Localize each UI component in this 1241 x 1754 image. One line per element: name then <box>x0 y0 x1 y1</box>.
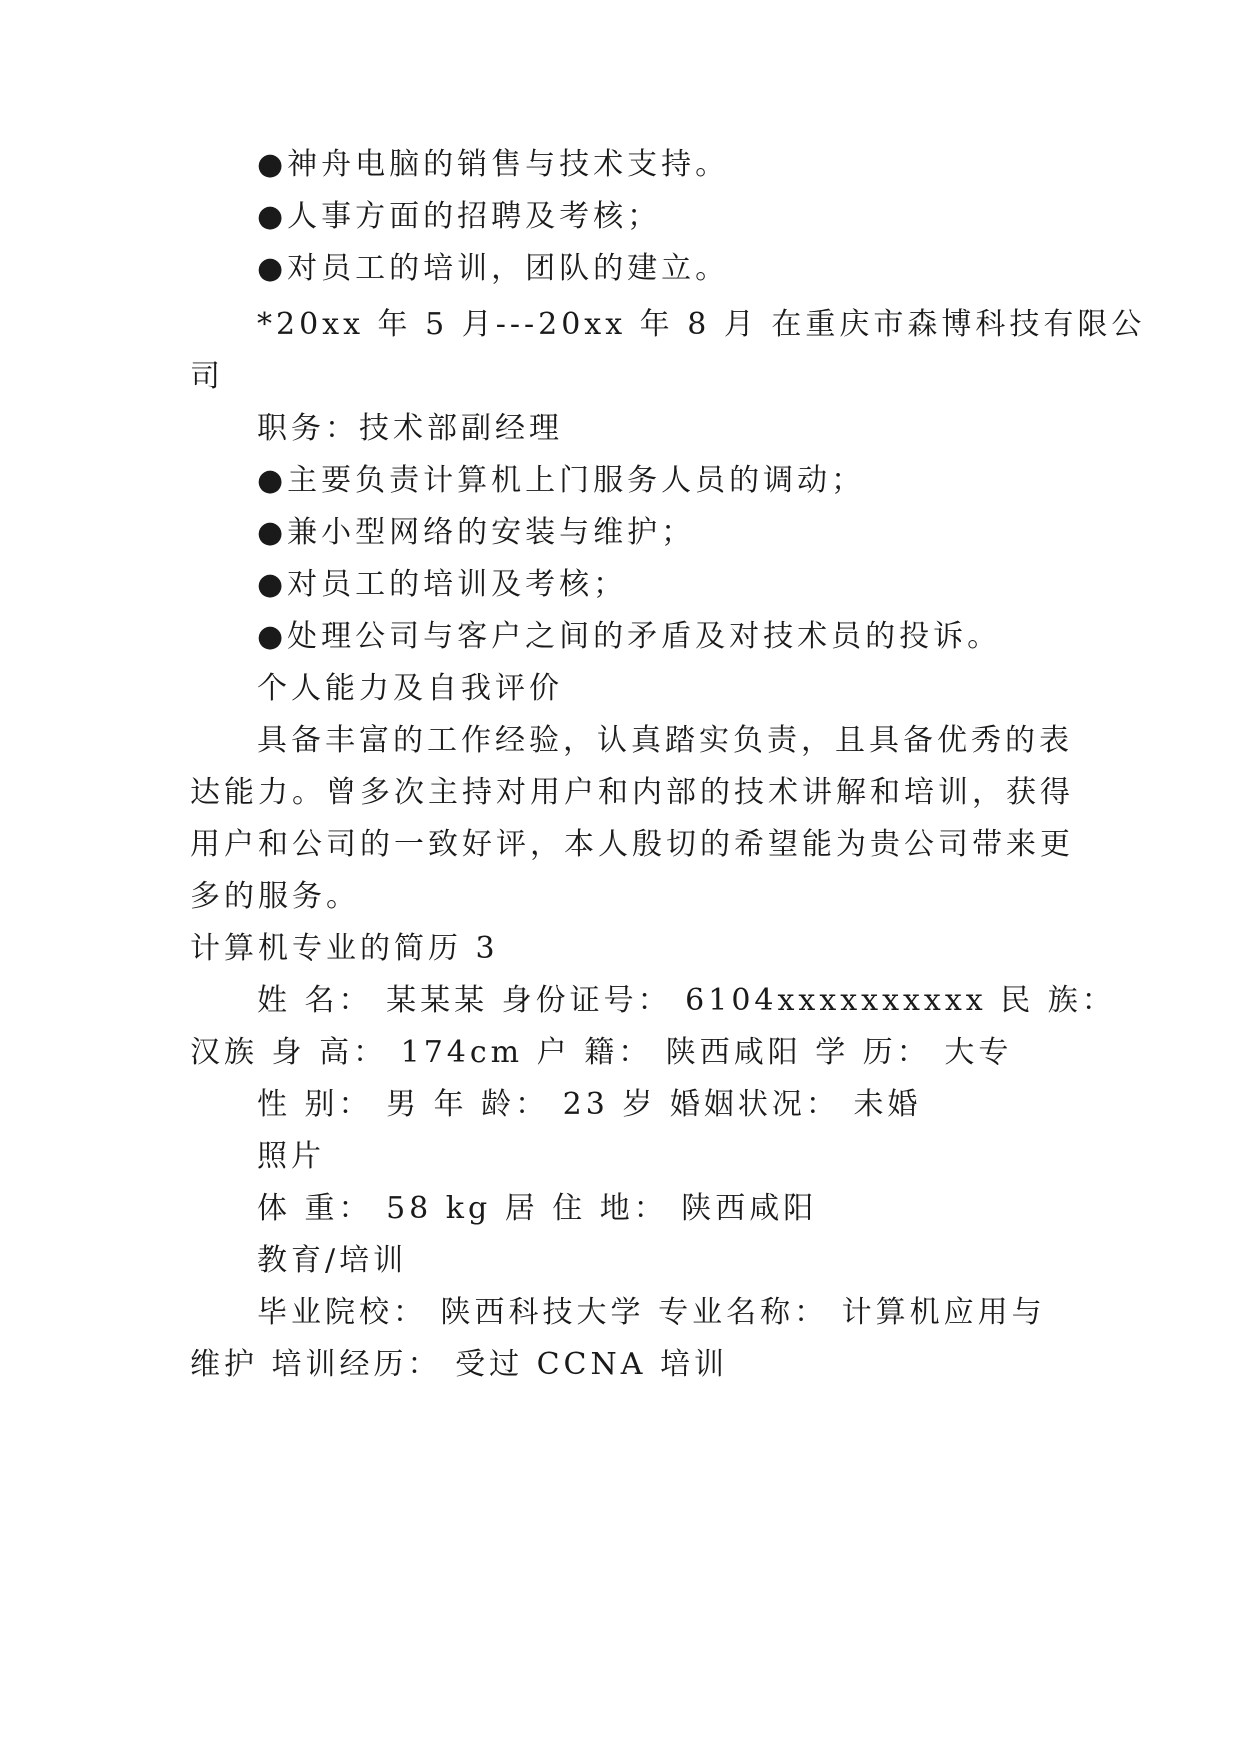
section-heading: 教育/培训 <box>257 1243 408 1278</box>
paragraph-line: 用户和公司的一致好评，本人殷切的希望能为贵公司带来更 <box>190 827 1074 862</box>
profile-line: 性 别： 男 年 龄： 23 岁 婚姻状况： 未婚 <box>257 1087 922 1122</box>
resume-title: 计算机专业的简历 3 <box>190 931 499 966</box>
photo-label: 照片 <box>257 1139 325 1174</box>
bullet-line: ●神舟电脑的销售与技术支持。 <box>257 147 730 182</box>
profile-line: 体 重： 58 kg 居 住 地： 陕西咸阳 <box>257 1191 818 1226</box>
bullet-line: ●兼小型网络的安装与维护； <box>257 515 696 550</box>
paragraph-line: 达能力。曾多次主持对用户和内部的技术讲解和培训，获得 <box>190 775 1074 810</box>
education-line: 毕业院校： 陕西科技大学 专业名称： 计算机应用与 <box>257 1295 1046 1330</box>
profile-line: 汉族 身 高： 174cm 户 籍： 陕西咸阳 学 历： 大专 <box>190 1035 1013 1070</box>
employment-period-line: *20xx 年 5 月---20xx 年 8 月 在重庆市森博科技有限公 <box>257 307 1146 342</box>
employment-period-continuation: 司 <box>190 359 224 394</box>
profile-line: 姓 名： 某某某 身份证号： 6104xxxxxxxxxx 民 族： <box>257 983 1116 1018</box>
job-title-line: 职务：技术部副经理 <box>257 411 563 446</box>
paragraph-line: 具备丰富的工作经验，认真踏实负责，且具备优秀的表 <box>257 723 1073 758</box>
bullet-line: ●主要负责计算机上门服务人员的调动； <box>257 463 866 498</box>
section-heading: 个人能力及自我评价 <box>257 671 563 706</box>
education-line: 维护 培训经历： 受过 CCNA 培训 <box>190 1347 728 1382</box>
bullet-line: ●对员工的培训，团队的建立。 <box>257 251 730 286</box>
bullet-line: ●对员工的培训及考核； <box>257 567 628 602</box>
paragraph-line: 多的服务。 <box>190 879 360 914</box>
bullet-line: ●人事方面的招聘及考核； <box>257 199 662 234</box>
bullet-line: ●处理公司与客户之间的矛盾及对技术员的投诉。 <box>257 619 1002 654</box>
